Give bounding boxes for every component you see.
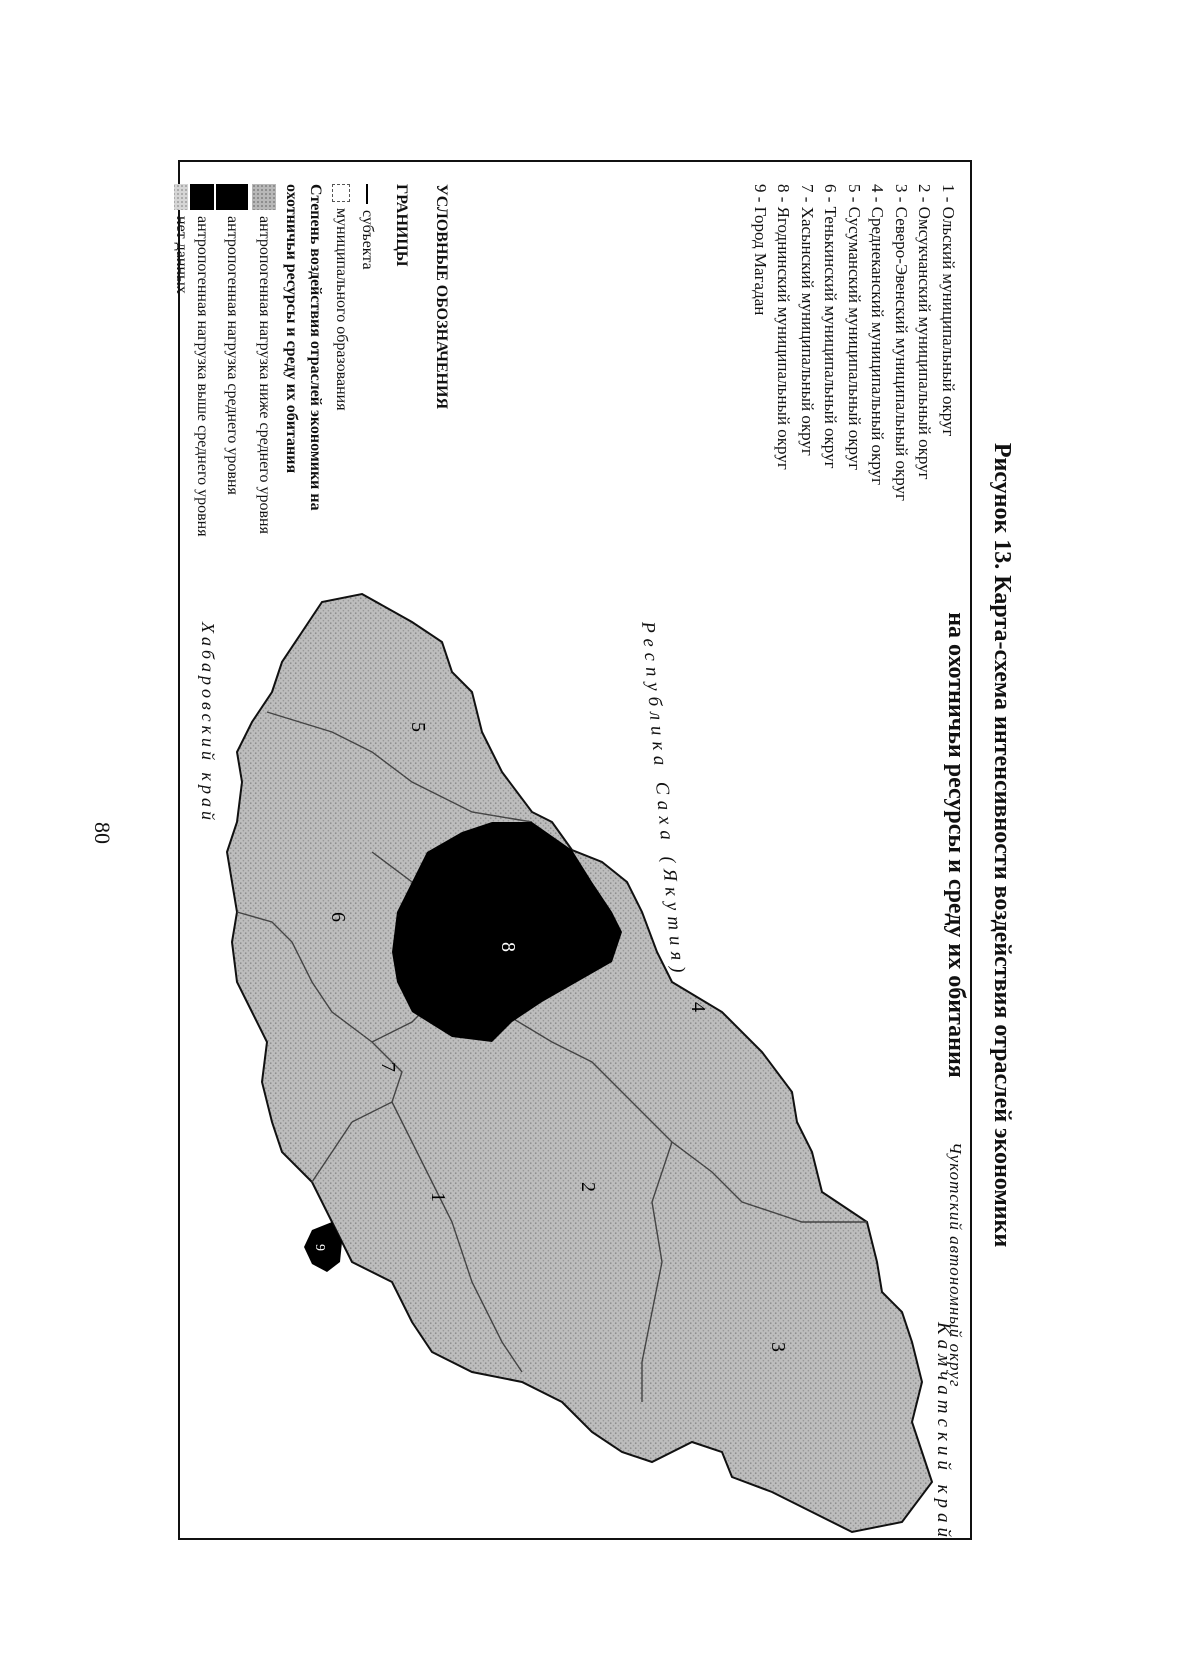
impact-high-swatch — [190, 184, 214, 210]
rotated-figure — [173, 162, 972, 1542]
legend — [173, 174, 966, 594]
magadan-region-map — [182, 582, 972, 1542]
legend-no-data — [172, 184, 190, 294]
page-number: 80 — [90, 822, 115, 844]
legend-impact-high — [190, 184, 214, 537]
legend-impact-medium — [216, 184, 248, 495]
legend-impact-title-2: охотничьи ресурсы и среду их обитания — [283, 184, 300, 474]
caption-line-1: Рисунок 13. Карта-схема интенсивности воздействия отраслей экономики — [989, 442, 1015, 1248]
figure-caption — [935, 160, 1015, 1530]
region-number-8: 8 — [497, 942, 519, 952]
legend-municipality-4: 4 - Среднеканский муниципальный округ — [868, 184, 888, 486]
region-number-2: 2 — [577, 1182, 599, 1192]
legend-impact-title-1: Степень воздействия отраслей экономики на — [307, 184, 324, 511]
map-area — [182, 582, 972, 1542]
impact-medium-swatch — [216, 184, 248, 210]
municipal-border-label: муниципального образования — [333, 208, 350, 411]
caption-line-2: на охотничьи ресурсы и среду их обитания — [943, 612, 969, 1078]
region-number-9: 9 — [312, 1244, 327, 1251]
impact-low-swatch — [252, 184, 276, 210]
legend-municipality-1: 1 - Ольский муниципальный округ — [939, 184, 958, 437]
label-kamchatka: Камчатский край — [933, 1322, 954, 1542]
subject-border-label: субъекта — [359, 210, 376, 270]
municipality-list — [749, 184, 961, 501]
region-outline — [227, 594, 932, 1532]
legend-border-municipal — [332, 184, 350, 411]
legend-borders-title: ГРАНИЦЫ — [393, 184, 410, 267]
region-number-4: 4 — [687, 1002, 709, 1012]
region-number-7: 7 — [377, 1062, 399, 1072]
region-number-1: 1 — [427, 1192, 449, 1202]
impact-low-label: антропогенная нагрузка ниже среднего уровня — [256, 216, 273, 534]
legend-municipality-6: 6 - Тенькинский муниципальный округ — [821, 184, 841, 469]
label-yakutia: Республика Саха (Якутия) — [637, 620, 690, 980]
label-khabarovsk: Хабаровский край — [198, 622, 218, 824]
impact-high-label: антропогенная нагрузка выше среднего уровня — [194, 216, 211, 537]
legend-municipality-3: 3 - Северо-Эвенский муниципальный округ — [892, 184, 911, 501]
legend-municipality-5: 5 - Сусуманский муниципальный округ — [845, 184, 864, 471]
impact-medium-label: антропогенная нагрузка среднего уровня — [224, 216, 241, 495]
figure-frame — [173, 160, 972, 1542]
region-number-6: 6 — [327, 912, 349, 922]
legend-municipality-8: 8 - Ягоднинский муниципальный округ — [774, 184, 794, 470]
legend-title: УСЛОВНЫЕ ОБОЗНАЧЕНИЯ — [433, 184, 450, 409]
subject-border-swatch — [366, 184, 368, 204]
no-data-label: нет данных — [173, 216, 190, 294]
legend-border-subject — [358, 184, 376, 270]
no-data-swatch — [174, 184, 188, 210]
region-number-3: 3 — [767, 1342, 789, 1352]
legend-municipality-9: 9 - Город Магадан — [751, 184, 770, 316]
region-number-5: 5 — [407, 722, 429, 732]
legend-municipality-7: 7 - Хасынский муниципальный округ — [798, 184, 817, 456]
label-chukotka: Чукотский автономный округ — [946, 1142, 965, 1388]
legend-impact-low — [252, 184, 276, 534]
legend-municipality-2: 2 - Омсукчанский муниципальный округ — [915, 184, 935, 480]
municipal-border-swatch — [332, 184, 350, 202]
